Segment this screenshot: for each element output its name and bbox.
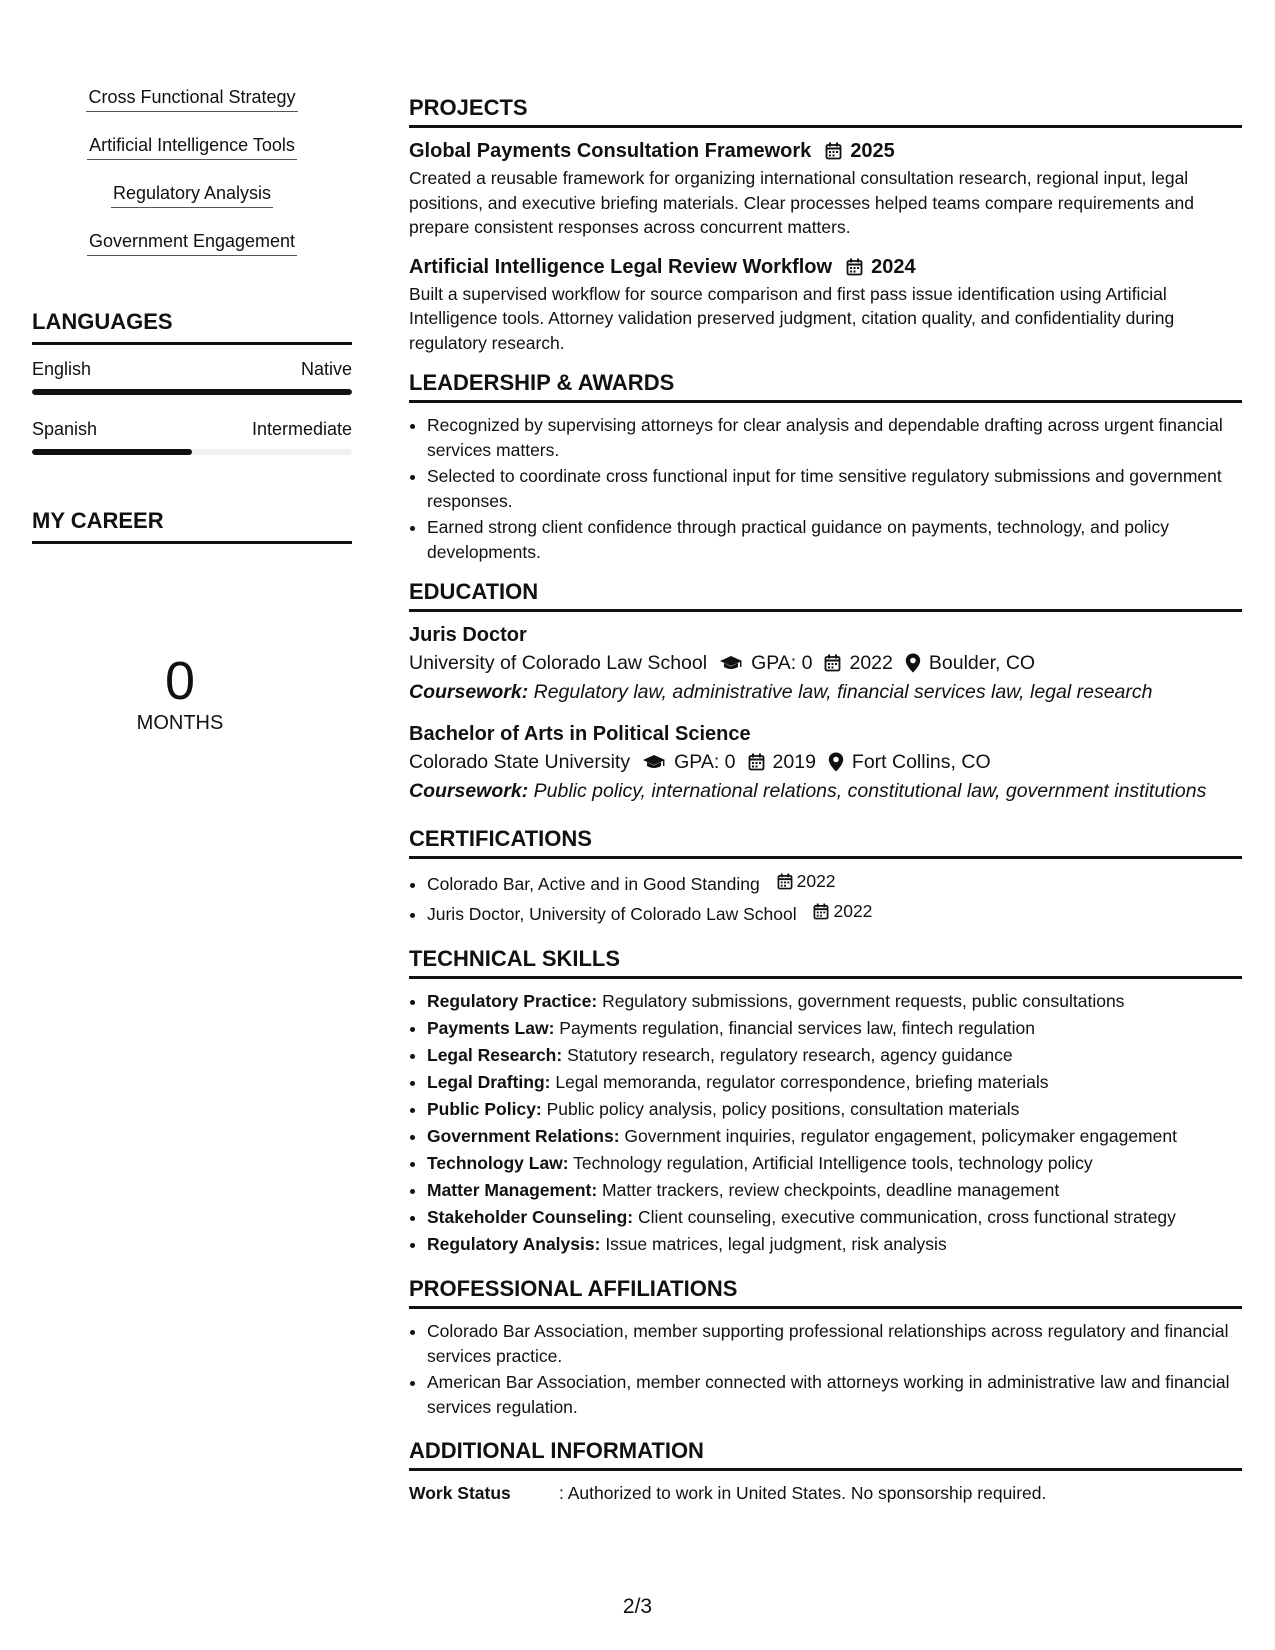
certification-year: 2022	[796, 871, 836, 891]
certifications-list	[409, 869, 1242, 927]
coursework-text: Public policy, international relations, constitutional law, government institutions	[533, 779, 1207, 802]
language-bar	[32, 449, 352, 455]
list-item	[427, 1124, 1242, 1149]
language-level: Native	[300, 359, 352, 379]
list-item	[427, 899, 1242, 927]
skill-tag: Artificial Intelligence Tools	[87, 133, 297, 160]
additional-info-title: ADDITIONAL INFORMATION	[409, 1437, 1242, 1471]
language-bar	[32, 389, 352, 395]
list-item	[427, 1151, 1242, 1176]
list-item: • American Bar Association, member connected with attorneys working in administrative law and financial services regulation.	[427, 1370, 1242, 1419]
graduation-cap-icon	[642, 754, 666, 770]
education-item	[409, 622, 1242, 705]
project-year: 2024	[871, 255, 916, 278]
skill-label: Matter Management:	[427, 1180, 598, 1200]
skill-text: Issue matrices, legal judgment, risk analysis	[605, 1234, 947, 1254]
certification-name: Juris Doctor, University of Colorado Law School	[427, 904, 797, 924]
skill-label: Regulatory Practice:	[427, 991, 598, 1011]
technical-skills-title: TECHNICAL SKILLS	[409, 945, 1242, 979]
skill-tag: Government Engagement	[87, 229, 297, 256]
graduation-year: 2019	[772, 750, 816, 773]
career-title: MY CAREER	[32, 507, 352, 544]
list-item: • Colorado Bar Association, member supporting professional relationships across regulatory and financial services practice.	[427, 1319, 1242, 1368]
skill-text: Statutory research, regulatory research, agency guidance	[567, 1045, 1013, 1065]
coursework-text: Regulatory law, administrative law, financial services law, legal research	[533, 681, 1153, 703]
skill-text: Public policy analysis, policy positions, consultation materials	[546, 1099, 1020, 1119]
language-level: Intermediate	[251, 419, 352, 439]
skill-label: Public Policy:	[427, 1099, 542, 1119]
leadership-list	[409, 413, 1242, 564]
career-section	[32, 507, 352, 736]
certifications-title: CERTIFICATIONS	[409, 825, 1242, 859]
school-name: University of Colorado Law School	[409, 652, 708, 674]
calendar-icon	[824, 654, 841, 672]
skill-text: Legal memoranda, regulator correspondence, briefing materials	[555, 1072, 1049, 1092]
language-bar-fill	[32, 389, 352, 395]
left-column	[32, 80, 352, 736]
school-location: Boulder, CO	[928, 652, 1036, 674]
projects-title: PROJECTS	[409, 94, 1242, 128]
list-item	[427, 1178, 1242, 1203]
skill-text: Government inquiries, regulator engagement, policymaker engagement	[624, 1126, 1177, 1146]
language-row	[32, 355, 352, 383]
calendar-icon	[825, 142, 842, 160]
list-item	[427, 1016, 1242, 1041]
language-row	[32, 415, 352, 443]
list-item: • Recognized by supervising attorneys for clear analysis and dependable drafting across urgent financial services matters.	[427, 413, 1242, 462]
education-title: EDUCATION	[409, 578, 1242, 612]
calendar-icon	[846, 258, 863, 276]
languages-section	[32, 308, 352, 455]
skill-text: Client counseling, executive communication, cross functional strategy	[638, 1207, 1176, 1227]
skill-label: Regulatory Analysis:	[427, 1234, 601, 1254]
list-item	[427, 1097, 1242, 1122]
school-location: Fort Collins, CO	[851, 750, 991, 773]
technical-skills-list	[409, 989, 1242, 1257]
map-pin-icon	[905, 653, 921, 673]
graduation-cap-icon	[719, 655, 743, 671]
degree-title: Bachelor of Arts in Political Science	[409, 722, 751, 745]
graduation-year: 2022	[849, 652, 893, 674]
coursework	[409, 779, 1242, 804]
certification-name: Colorado Bar, Active and in Good Standing	[427, 874, 760, 894]
list-item	[427, 1070, 1242, 1095]
leadership-title: LEADERSHIP & AWARDS	[409, 369, 1242, 403]
work-status-row	[409, 1481, 1242, 1505]
coursework-label: Coursework:	[409, 681, 529, 703]
project-item	[409, 138, 1242, 240]
career-unit: MONTHS	[136, 712, 224, 734]
project-year: 2025	[850, 140, 895, 162]
project-description: Created a reusable framework for organizing international consultation research, regional input, legal positions, and executive briefing materials. Clear processes helped teams compare requirements and prepare consistent responses across concurrent matters.	[409, 168, 1194, 237]
skill-text: Payments regulation, financial services law, fintech regulation	[559, 1018, 1035, 1038]
skill-tag: Cross Functional Strategy	[86, 85, 297, 112]
skill-label: Legal Research:	[427, 1045, 563, 1065]
work-status-label: Work Status	[409, 1483, 511, 1503]
coursework-label: Coursework:	[409, 779, 529, 802]
list-item: • Earned strong client confidence through practical guidance on payments, technology, and policy developments.	[427, 515, 1242, 564]
list-item: • Selected to coordinate cross functional input for time sensitive regulatory submissions and government responses.	[427, 464, 1242, 513]
project-name: Artificial Intelligence Legal Review Workflow	[409, 255, 833, 278]
skill-label: Government Relations:	[427, 1126, 620, 1146]
gpa: GPA: 0	[674, 750, 736, 773]
skill-text: Technology regulation, Artificial Intelligence tools, technology policy	[573, 1153, 1093, 1173]
degree-title: Juris Doctor	[409, 624, 527, 646]
calendar-icon	[813, 903, 829, 920]
map-pin-icon	[828, 752, 844, 772]
career-value: 0	[164, 651, 196, 711]
affiliations-list	[409, 1319, 1242, 1419]
affiliations-title: PROFESSIONAL AFFILIATIONS	[409, 1275, 1242, 1309]
work-status-value: : Authorized to work in United States. No sponsorship required.	[559, 1483, 1047, 1503]
career-counter	[32, 652, 328, 736]
right-column	[409, 94, 1242, 1505]
language-bar-fill	[32, 449, 192, 455]
list-item	[427, 1205, 1242, 1230]
list-item	[427, 869, 1242, 897]
skill-tag: Regulatory Analysis	[111, 181, 273, 208]
skill-text: Matter trackers, review checkpoints, deadline management	[602, 1180, 1060, 1200]
skill-label: Stakeholder Counseling:	[427, 1207, 634, 1227]
project-name: Global Payments Consultation Framework	[409, 140, 812, 162]
gpa: GPA: 0	[751, 652, 813, 674]
calendar-icon	[748, 753, 765, 771]
skill-tags	[32, 80, 352, 272]
skill-label: Technology Law:	[427, 1153, 569, 1173]
list-item	[427, 989, 1242, 1014]
skill-label: Payments Law:	[427, 1018, 555, 1038]
calendar-icon	[777, 873, 793, 890]
project-item	[409, 254, 1242, 356]
coursework	[409, 680, 1242, 705]
skill-text: Regulatory submissions, government requests, public consultations	[602, 991, 1125, 1011]
project-description: Built a supervised workflow for source comparison and first pass issue identification using Artificial Intelligence tools. Attorney validation preserved judgment, citation quality, and confidentiality during regulatory research.	[409, 283, 1175, 353]
education-item	[409, 721, 1242, 804]
certification-year: 2022	[833, 901, 873, 921]
language-name: English	[32, 359, 92, 379]
skill-label: Legal Drafting:	[427, 1072, 551, 1092]
school-name: Colorado State University	[409, 750, 631, 773]
language-name: Spanish	[32, 419, 98, 439]
page-number: 2/3	[622, 1595, 653, 1618]
list-item	[427, 1043, 1242, 1068]
languages-title: LANGUAGES	[32, 308, 352, 345]
list-item	[427, 1232, 1242, 1257]
